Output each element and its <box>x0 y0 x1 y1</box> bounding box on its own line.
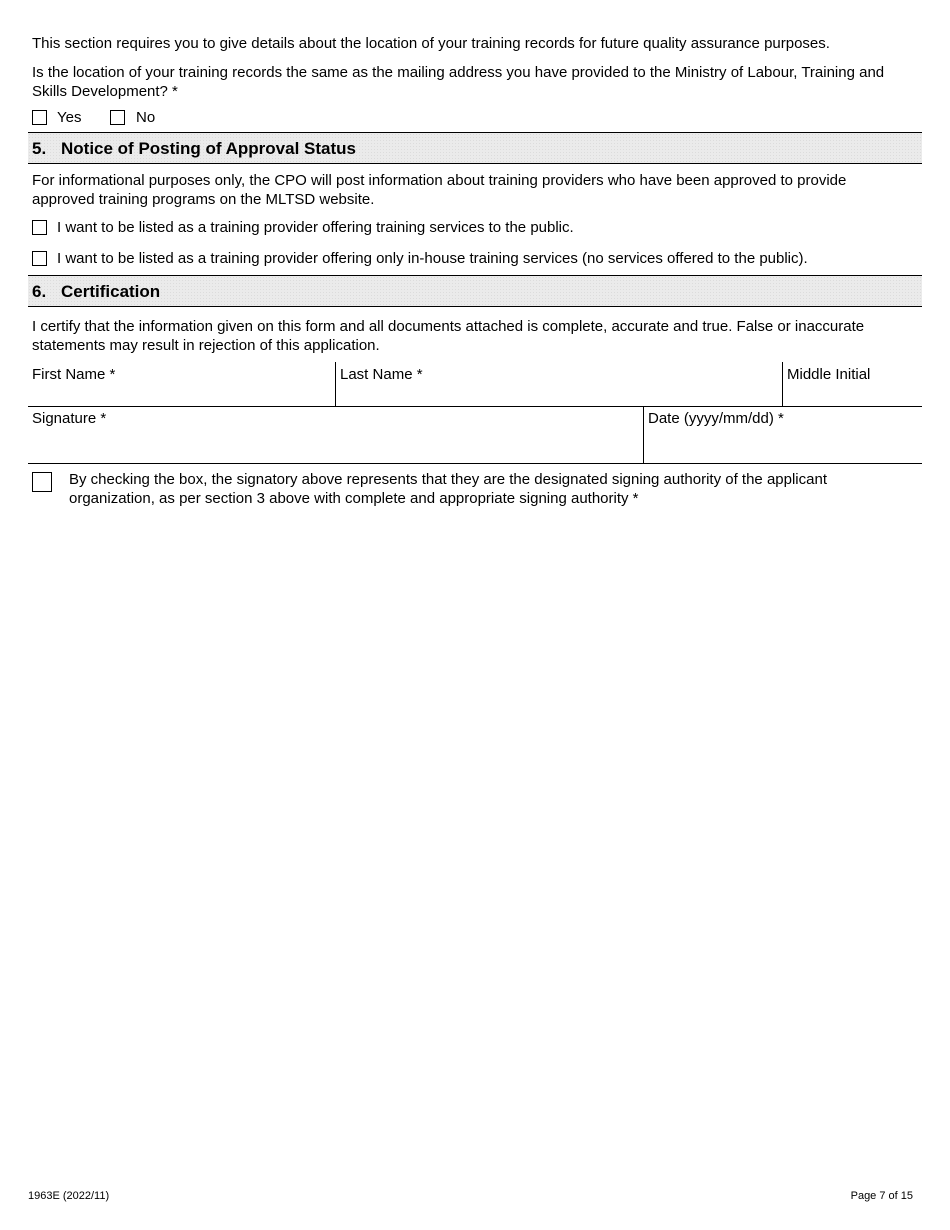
signature-label: Signature * <box>32 410 107 427</box>
records-no-checkbox[interactable] <box>110 110 125 125</box>
records-question-line1: Is the location of your training records the same as the mailing address you have provided to the Ministry of Labour, Training and <box>32 64 885 81</box>
records-question-line2: Skills Development? * <box>32 83 178 100</box>
middle-initial-field[interactable] <box>783 362 922 406</box>
last-name-field[interactable] <box>336 362 781 406</box>
first-name-field[interactable] <box>28 362 334 406</box>
page-number: Page 7 of 15 <box>850 1190 913 1202</box>
records-intro-text: This section requires you to give details about the location of your training records for future quality assurance purposes. <box>32 35 830 52</box>
records-yes-checkbox[interactable] <box>32 110 47 125</box>
listing-public-label: I want to be listed as a training provider offering training services to the public. <box>57 219 574 236</box>
form-id: 1963E (2022/11) <box>28 1190 110 1202</box>
section-6-intro-line1: I certify that the information given on this form and all documents attached is complete, accurate and true. False or inaccurate <box>32 318 865 335</box>
listing-inhouse-label: I want to be listed as a training provider offering only in-house training services (no services offered to the public). <box>57 250 808 267</box>
section-6-title: Certification <box>61 282 161 301</box>
listing-public-checkbox[interactable] <box>32 220 47 235</box>
middle-initial-label: Middle Initial <box>787 366 871 383</box>
date-label: Date (yyyy/mm/dd) * <box>648 410 784 427</box>
signing-authority-line2: organization, as per section 3 above with complete and appropriate signing authority * <box>69 490 639 507</box>
signing-authority-checkbox[interactable] <box>32 472 52 492</box>
section-5-intro-line1: For informational purposes only, the CPO will post information about training providers who have been approved to provide <box>32 172 847 189</box>
section-5-header <box>28 132 922 164</box>
section-5-title: Notice of Posting of Approval Status <box>61 139 356 158</box>
signature-field[interactable] <box>28 407 642 463</box>
records-no-label: No <box>136 109 156 126</box>
records-yes-label: Yes <box>57 109 82 126</box>
section-5-intro-line2: approved training programs on the MLTSD website. <box>32 191 375 208</box>
section-5-number: 5. <box>32 139 47 158</box>
section-6-header <box>28 275 922 307</box>
section-6-number: 6. <box>32 282 47 301</box>
date-field[interactable] <box>644 407 922 463</box>
section-6-intro-line2: statements may result in rejection of this application. <box>32 337 380 354</box>
signature-row-bottom-rule <box>28 463 922 464</box>
first-name-label: First Name * <box>32 366 116 383</box>
signing-authority-line1: By checking the box, the signatory above represents that they are the designated signing authority of the applicant <box>69 471 827 488</box>
listing-inhouse-checkbox[interactable] <box>32 251 47 266</box>
last-name-label: Last Name * <box>340 366 423 383</box>
